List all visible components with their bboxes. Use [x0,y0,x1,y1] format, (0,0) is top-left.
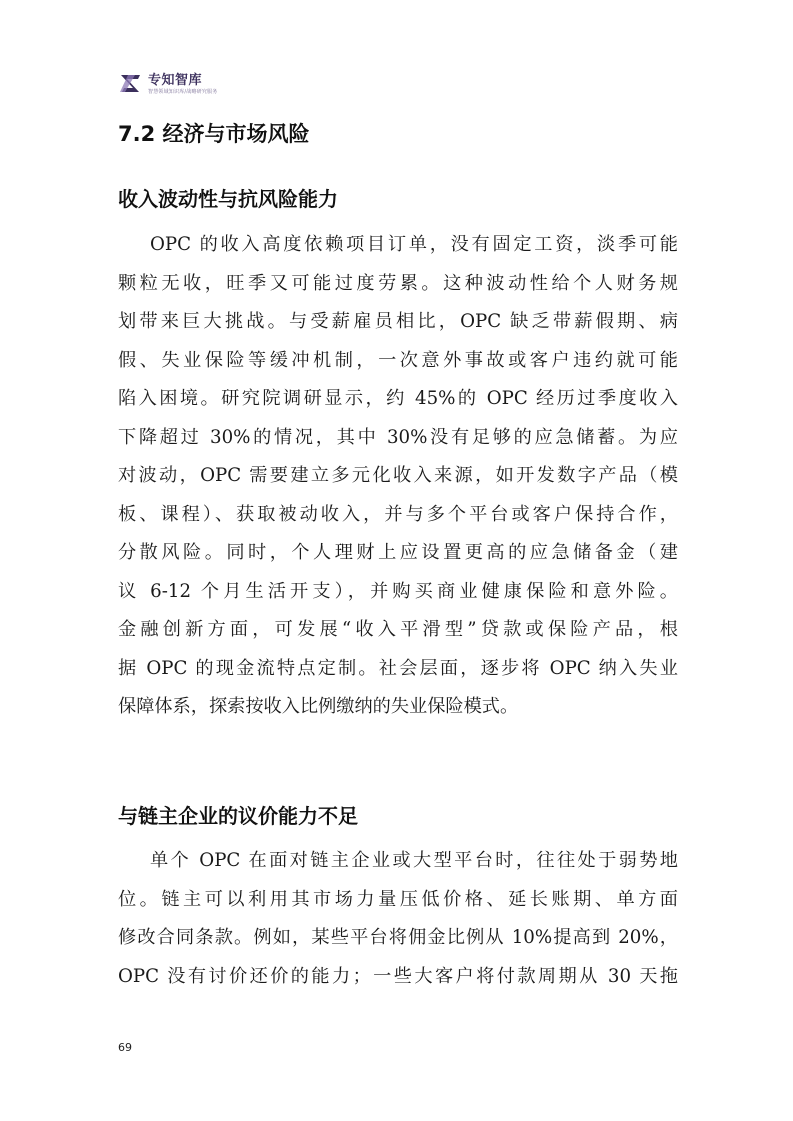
paragraph-line: 对波动，OPC 需要建立多元化收入来源，如开发数字产品（模 [118,465,678,486]
paragraph-line: OPC 没有讨价还价的能力；一些大客户将付款周期从 30 天拖 [118,965,678,987]
brand-logo [118,70,218,98]
logo-title: 专知智库 [148,72,203,88]
paragraph-line: 保障体系，探索按收入比例缴纳的失业保险模式。 [118,696,519,717]
paragraph-line: 位。链主可以利用其市场力量压低价格、延长账期、单方面 [118,888,678,910]
paragraph-line: 据 OPC 的现金流特点定制。社会层面，逐步将 OPC 纳入失业 [118,657,678,679]
paragraph-line: OPC 的收入高度依赖项目订单，没有固定工资，淡季可能 [150,234,678,255]
paragraph-line: 分散风险。同时，个人理财上应设置更高的应急储备金（建 [118,542,678,563]
section-title: 7.2 经济与市场风险 [118,122,310,146]
paragraph-line: 陷入困境。研究院调研显示，约 45%的 OPC 经历过季度收入 [118,388,678,409]
subheading-bargaining-power: 与链主企业的议价能力不足 [118,804,358,828]
paragraph-line: 议 6-12 个月生活开支），并购买商业健康保险和意外险。 [118,580,678,602]
paragraph-line: 板、课程）、获取被动收入，并与多个平台或客户保持合作， [118,503,678,525]
subheading-income-volatility: 收入波动性与抗风险能力 [118,187,338,211]
zhuanzhi-logo-icon [118,71,144,97]
page-number: 69 [118,1041,132,1054]
paragraph-line: 假、失业保险等缓冲机制，一次意外事故或客户违约就可能 [118,349,678,371]
paragraph-line: 颗粒无收，旺季又可能过度劳累。这种波动性给个人财务规 [118,272,678,294]
paragraph-line: 修改合同条款。例如，某些平台将佣金比例从 10%提高到 20%， [118,927,678,948]
paragraph-line: 划带来巨大挑战。与受薪雇员相比，OPC 缺乏带薪假期、病 [118,311,678,332]
logo-subtitle: 智慧领域知识库/战略研究服务 [148,88,218,95]
paragraph-line: 单个 OPC 在面对链主企业或大型平台时，往往处于弱势地 [150,850,678,871]
paragraph-line: 下降超过 30%的情况，其中 30%没有足够的应急储蓄。为应 [118,426,678,448]
paragraph-bargaining-power [118,842,678,996]
paragraph-line: 金融创新方面，可发展“收入平滑型”贷款或保险产品，根 [118,619,678,640]
paragraph-income-volatility [118,226,678,727]
